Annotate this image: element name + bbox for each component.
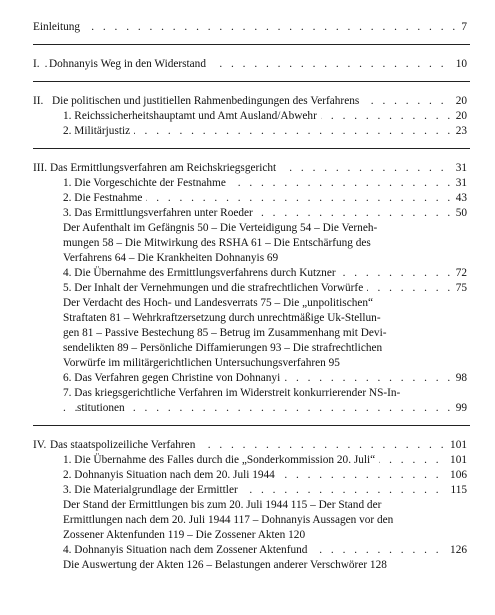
entry-title: 1. Reichssicherheitshauptamt und Amt Ausland/Abwehr <box>63 109 321 124</box>
entry-description: sendelikten 89 – Persönliche Diffamierungen 93 – Die strafrechtlichen <box>63 342 383 354</box>
entry-description: Ermittlungen nach dem 20. Juli 1944 117 – Dohnanyis Aussagen vor den <box>63 514 394 526</box>
entry-title: 2. Die Festnahme <box>63 191 146 206</box>
page-number: 98 <box>452 371 467 386</box>
page-number: 101 <box>446 438 467 453</box>
entry-description: Der Verdacht des Hoch- und Landesverrats 75 – Die „unpolitischen“ <box>63 297 374 309</box>
page-number: 31 <box>452 176 467 191</box>
entry-title: 1. Die Übernahme des Falles durch die „Sonderkommission 20. Juli“ <box>63 453 379 468</box>
toc-entry-2-1[interactable] <box>63 109 467 124</box>
entry-title: 1. Die Vorgeschichte der Festnahme <box>63 176 230 191</box>
page-number: 7 <box>457 20 467 35</box>
entry-title: 3. Das Ermittlungsverfahren unter Roeder <box>63 206 257 221</box>
entry-description: Der Stand der Ermittlungen bis zum 20. Juli 1944 115 – Der Stand der <box>63 499 382 511</box>
chapter-number: III. <box>33 161 51 176</box>
section-divider <box>33 425 470 426</box>
toc-chapter-4[interactable] <box>33 438 467 453</box>
entry-description: gen 81 – Passive Bestechung 85 – Betrug im Zusammenhang mit Devi- <box>63 327 387 339</box>
page-number: 101 <box>446 453 467 468</box>
entry-title: 2. Militärjustiz <box>63 124 134 139</box>
toc-entry-3-1[interactable] <box>63 176 467 191</box>
section-divider <box>33 81 470 82</box>
page-number: 106 <box>446 468 467 483</box>
page-number: 20 <box>452 109 467 124</box>
page-number: 23 <box>452 124 467 139</box>
page-number: 72 <box>452 266 467 281</box>
chapter-number: II. <box>33 94 47 109</box>
toc-entry-3-7[interactable] <box>63 386 467 401</box>
chapter-title: Die politischen und justitiellen Rahmenbedingungen des Verfahrens <box>52 94 363 109</box>
toc-entry-3-7-continued[interactable] <box>63 401 467 416</box>
toc-entry-3-2[interactable] <box>63 191 467 206</box>
chapter-title: Das Ermittlungsverfahren am Reichskriegsgericht <box>50 161 280 176</box>
page-number: 10 <box>452 57 467 72</box>
entry-title: 3. Die Materialgrundlage der Ermittler <box>63 483 242 498</box>
entry-title: 7. Das kriegsgerichtliche Verfahren im Widerstreit konkurrierender NS-In- <box>63 386 404 401</box>
toc-chapter-1[interactable] <box>33 57 467 72</box>
entry-description: Vorwürfe im militärgerichtlichen Untersuchungsverfahren 95 <box>63 357 340 369</box>
entry-title: 2. Dohnanyis Situation nach dem 20. Juli 1944 <box>63 468 279 483</box>
entry-title: 5. Der Inhalt der Vernehmungen und die strafrechtlichen Vorwürfe <box>63 281 367 296</box>
page-number: 75 <box>452 281 467 296</box>
toc-entry-2-2[interactable] <box>63 124 467 139</box>
toc-entry-introduction[interactable] <box>33 20 467 35</box>
page-number: 99 <box>452 401 467 416</box>
toc-entry-3-3[interactable] <box>63 206 467 221</box>
entry-description: Die Auswertung der Akten 126 – Belastungen anderer Verschwörer 128 <box>63 559 387 571</box>
entry-title: 4. Dohnanyis Situation nach dem Zossener Aktenfund <box>63 543 311 558</box>
page-number: 126 <box>446 543 467 558</box>
chapter-number: IV. <box>33 438 50 453</box>
page-number: 31 <box>452 161 467 176</box>
entry-description: Straftaten 81 – Wehrkraftzersetzung durch unrechtmäßige Uk-Stellun- <box>63 312 381 324</box>
page-number: 43 <box>452 191 467 206</box>
page-number: 115 <box>446 483 467 498</box>
chapter-title: Dohnanyis Weg in den Widerstand <box>49 57 210 72</box>
toc-chapter-2[interactable] <box>33 94 467 109</box>
toc-chapter-3[interactable] <box>33 161 467 176</box>
toc-entry-4-1[interactable] <box>63 453 467 468</box>
chapter-title: Das staatspolizeiliche Verfahren <box>50 438 199 453</box>
toc-entry-3-6[interactable] <box>63 371 467 386</box>
entry-description: mungen 58 – Die Mitwirkung des RSHA 61 – Die Entschärfung des <box>63 237 371 249</box>
toc-entry-4-4[interactable] <box>63 543 467 558</box>
entry-title-continued: stitutionen <box>77 401 129 416</box>
entry-description: Zossener Aktenfunden 119 – Die Zossener Akten 120 <box>63 529 306 541</box>
toc-entry-4-3[interactable] <box>63 483 467 498</box>
entry-description: Verfahrens 64 – Die Krankheiten Dohnanyis 69 <box>63 252 279 264</box>
entry-title: 4. Die Übernahme des Ermittlungsverfahrens durch Kutzner <box>63 266 340 281</box>
entry-title: 6. Das Verfahren gegen Christine von Dohnanyi <box>63 371 284 386</box>
page-number: 20 <box>452 94 467 109</box>
toc-entry-3-5[interactable] <box>63 281 467 296</box>
toc-entry-3-4[interactable] <box>63 266 467 281</box>
section-divider <box>33 44 470 45</box>
page-number: 50 <box>452 206 467 221</box>
dot-leader <box>33 20 467 35</box>
section-divider <box>33 148 470 149</box>
entry-title: Einleitung <box>33 20 84 35</box>
chapter-number: I. <box>33 57 44 72</box>
toc-entry-4-2[interactable] <box>63 468 467 483</box>
entry-description: Der Aufenthalt im Gefängnis 50 – Die Verteidigung 54 – Die Verneh- <box>63 222 378 234</box>
